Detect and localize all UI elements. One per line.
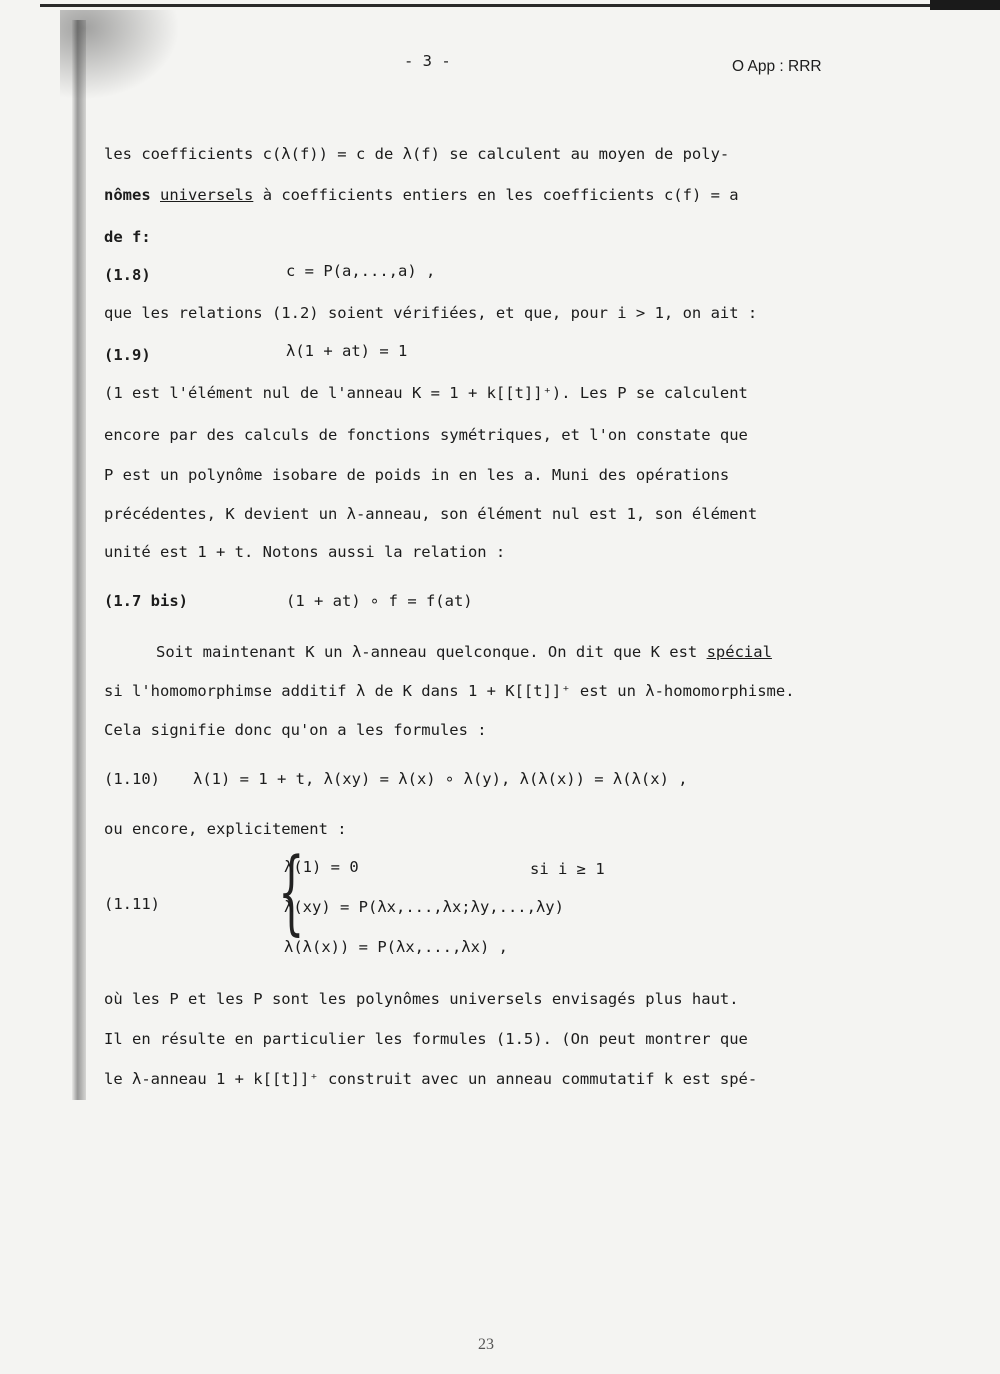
page-number: - 3 -: [404, 52, 451, 70]
underlined-word: spécial: [706, 643, 772, 661]
equation: c = P(a,...,a) ,: [286, 262, 436, 280]
equation: (1 + at) ∘ f = f(at): [286, 592, 473, 610]
text-line-15: Il en résulte en particulier les formules (1.5). (On peut montrer que: [104, 1030, 748, 1048]
text-line-7: P est un polynôme isobare de poids in en les a. Muni des opérations: [104, 466, 730, 484]
system-row-1-condition: si i ≥ 1: [530, 860, 605, 878]
page-folio: 23: [478, 1336, 494, 1353]
equation-label: (1.11): [104, 895, 160, 913]
text-line-1: les coefficients c(λ(f)) = c de λ(f) se calculent au moyen de poly-: [104, 145, 730, 163]
text-line-16: le λ-anneau 1 + k[[t]]⁺ construit avec un anneau commutatif k est spé-: [104, 1070, 758, 1088]
text-line-9: unité est 1 + t. Notons aussi la relation :: [104, 543, 506, 561]
document-reference: O App : RRR: [732, 58, 822, 75]
equation: λ(1 + at) = 1: [286, 342, 408, 360]
text-line-12: Cela signifie donc qu'on a les formules :: [104, 721, 487, 739]
text-line-3: de f:: [104, 228, 151, 246]
text-line-14: où les P et les P sont les polynômes universels envisagés plus haut.: [104, 990, 739, 1008]
text-line-6: encore par des calculs de fonctions symétriques, et l'on constate que: [104, 426, 748, 444]
system-row-1: λ(1) = 0: [284, 858, 359, 876]
text-line-8: précédentes, K devient un λ-anneau, son élément nul est 1, son élément: [104, 505, 758, 523]
equation-label: (1.7 bis): [104, 592, 188, 610]
text-line-10: [156, 643, 772, 661]
text-fragment: nômes: [104, 186, 151, 204]
text-line-2: [104, 186, 739, 204]
text-line-5: (1 est l'élément nul de l'anneau K = 1 + k[[t]]⁺). Les P se calculent: [104, 384, 748, 402]
system-row-2: λ(xy) = P(λx,...,λx;λy,...,λy): [284, 898, 564, 916]
text-fragment: à coefficients entiers en les coefficients c(f) = a: [262, 186, 739, 204]
text-line-13: ou encore, explicitement :: [104, 820, 347, 838]
text-fragment: Soit maintenant K un λ-anneau quelconque. On dit que K est: [156, 643, 698, 661]
equation-label: (1.10): [104, 770, 160, 788]
binding-shadow: [72, 20, 86, 1100]
system-row-3: λ(λ(x)) = P(λx,...,λx) ,: [284, 938, 508, 956]
curly-brace-icon: {: [278, 838, 305, 945]
equation-label: (1.9): [104, 346, 151, 364]
equation: λ(1) = 1 + t, λ(xy) = λ(x) ∘ λ(y), λ(λ(x)) = λ(λ(x) ,: [193, 770, 688, 788]
equation-label: (1.8): [104, 266, 151, 284]
underlined-word: universels: [160, 186, 254, 204]
scan-edge-line: [40, 4, 1000, 7]
scan-corner-mark: [930, 0, 1000, 10]
text-line-4: que les relations (1.2) soient vérifiées, et que, pour i > 1, on ait :: [104, 304, 758, 322]
text-line-11: si l'homomorphimse additif λ de K dans 1 + K[[t]]⁺ est un λ-homomorphisme.: [104, 682, 795, 700]
